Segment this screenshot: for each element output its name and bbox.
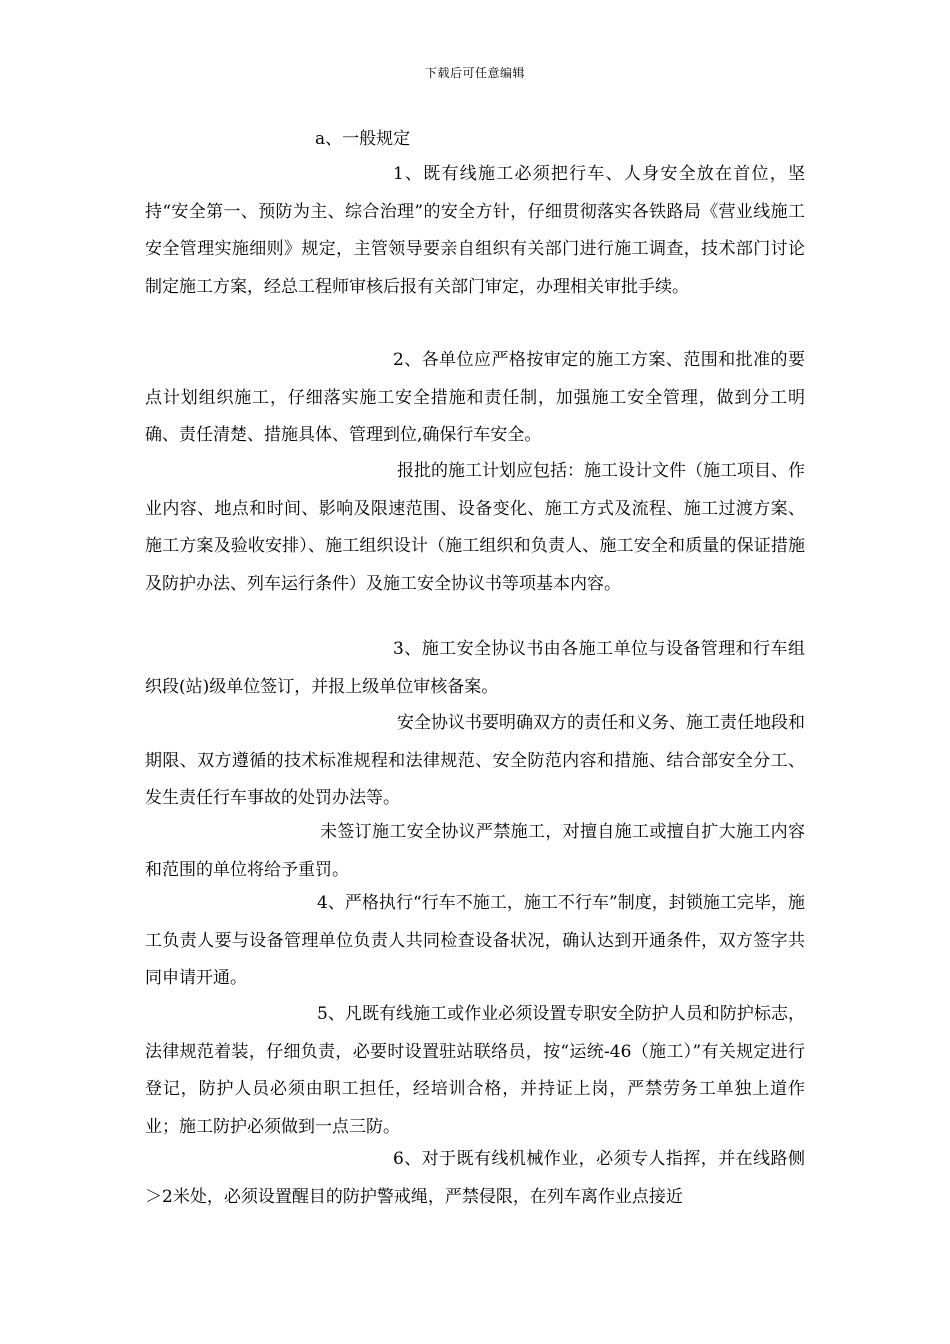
paragraph-5: 安全协议书要明确双方的责任和义务、施工责任地段和期限、双方遵循的技术标准规程和法律规范、安全防范内容和措施、结合部安全分工、发生责任行车事故的处罚办法等。 <box>145 713 805 809</box>
paragraph-2: 2、各单位应严格按审定的施工方案、范围和批准的要点计划组织施工，仔细落实施工安全措施和责任制，加强施工安全管理，做到分工明确、责任清楚、措施具体、管理到位,确保行车安全。 <box>145 350 805 446</box>
paragraph-3: 报批的施工计划应包括：施工设计文件（施工项目、作业内容、地点和时间、影响及限速范围、设备变化、施工方式及流程、施工过渡方案、施工方案及验收安排）、施工组织设计（施工组织和负责人、施工安全和质量的保证措施及防护办法、列车运行条件）及施工安全协议书等项基本内容。 <box>145 461 805 594</box>
section-heading: a、一般规定 <box>315 129 411 149</box>
paragraph-8: 5、凡既有线施工或作业必须设置专职安全防护人员和防护标志，法律规范着装，仔细负责，必要时设置驻站联络员，按“运统-46（施工）”有关规定进行登记，防护人员必须由职工担任，经培训合格，并持证上岗，严禁劳务工单独上道作业；施工防护必须做到一点三防。 <box>145 1004 805 1137</box>
paragraph-4: 3、施工安全协议书由各施工单位与设备管理和行车组织段(站)级单位签订，并报上级单位审核备案。 <box>145 639 805 697</box>
paragraph-6: 未签订施工安全协议严禁施工，对擅自施工或擅自扩大施工内容和范围的单位将给予重罚。 <box>145 822 805 880</box>
paragraph-9: 6、对于既有线机械作业，必须专人指挥，并在线路侧＞2米处，必须设置醒目的防护警戒绳，严禁侵限，在列车离作业点接近 <box>145 1149 805 1207</box>
paragraph-1: 1、既有线施工必须把行车、人身安全放在首位，坚持“安全第一、预防为主、综合治理”的安全方针，仔细贯彻落实各铁路局《营业线施工安全管理实施细则》规定，主管领导要亲自组织有关部门进行施工调查，技术部门讨论制定施工方案，经总工程师审核后报有关部门审定，办理相关审批手续。 <box>145 164 805 297</box>
header-note: 下载后可任意编辑 <box>424 66 525 80</box>
paragraph-7: 4、严格执行“行车不施工，施工不行车”制度，封锁施工完毕，施工负责人要与设备管理单位负责人共同检查设备状况，确认达到开通条件，双方签字共同申请开通。 <box>145 893 805 989</box>
